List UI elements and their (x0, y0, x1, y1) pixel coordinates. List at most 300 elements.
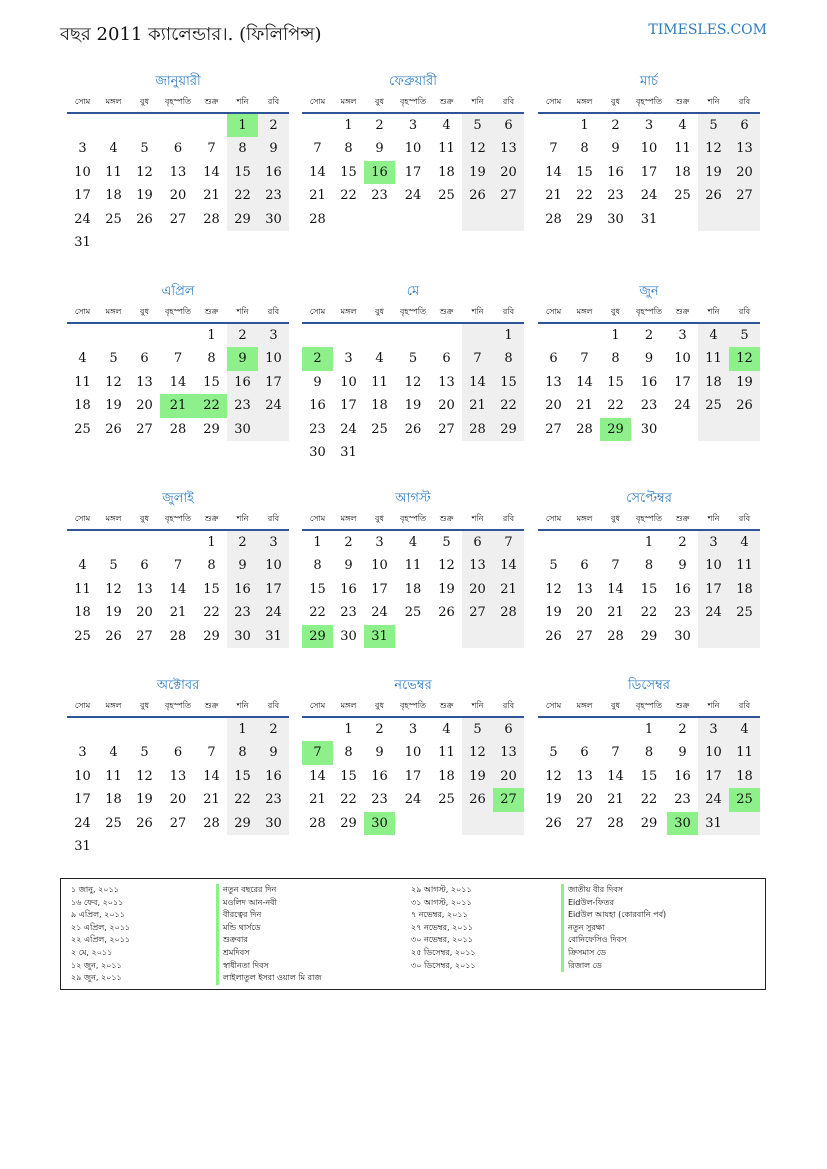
day-cell: 22 (227, 788, 258, 811)
weekday-label: শনি (707, 307, 720, 316)
day-cell-empty (462, 812, 493, 835)
day-cell-empty (129, 324, 160, 347)
day-cell: 3 (78, 141, 87, 157)
day-cell: 24 (404, 792, 422, 808)
day-cell: 11 (371, 374, 388, 390)
day-cell: 24 (698, 601, 729, 624)
day-cell-empty (227, 231, 258, 254)
day-cell: 31 (698, 812, 729, 835)
day-cell: 16 (258, 161, 289, 184)
day-cell: 14 (576, 374, 593, 390)
day-cell-empty (600, 531, 631, 554)
day-cell-empty (729, 812, 760, 835)
weekday-header (67, 509, 289, 531)
day-cell-empty (395, 208, 431, 231)
weekday-label: বৃহস্পতি (399, 97, 427, 106)
day-cell-empty (302, 114, 333, 137)
legend-row: নতুন বছরের দিন (216, 884, 322, 897)
weekday-label: মঙ্গল (576, 514, 593, 523)
day-grid (538, 718, 760, 835)
weekday-label: রবি (267, 307, 280, 316)
weekday-label: বৃহস্পতি (635, 701, 663, 710)
day-cell-holiday: 2 (302, 347, 333, 370)
legend-row: মওলিদ আন-নবী (216, 897, 322, 910)
day-cell: 28 (203, 815, 220, 831)
weekday-label: শুক্র (675, 701, 690, 710)
day-cell: 14 (169, 374, 187, 390)
day-cell: 4 (78, 351, 87, 367)
day-cell-empty (395, 324, 431, 347)
legend-row: লাইলাতুল ইসরা ওয়াল মি রাজ (216, 972, 322, 985)
day-cell: 18 (729, 765, 760, 788)
day-cell: 23 (371, 188, 388, 204)
day-cell: 8 (344, 745, 353, 761)
weekday-label: বুধ (140, 701, 149, 710)
day-cell: 22 (227, 184, 258, 207)
day-cell: 7 (173, 351, 183, 367)
day-cell: 27 (576, 628, 593, 644)
weekday-label: শুক্র (204, 701, 219, 710)
day-cell: 22 (340, 188, 357, 204)
day-cell: 20 (136, 605, 153, 621)
month-name: জুলাই (162, 491, 194, 506)
weekday-label: রবি (267, 514, 280, 523)
day-cell: 27 (493, 184, 524, 207)
day-cell: 23 (258, 184, 289, 207)
day-cell: 6 (549, 351, 558, 367)
weekday-label: বৃহস্পতি (164, 97, 192, 106)
day-cell: 15 (640, 768, 658, 784)
day-cell: 4 (408, 535, 418, 550)
legend-row: নতুন সুরক্ষা (561, 922, 666, 935)
day-cell: 6 (442, 351, 451, 367)
day-cell: 25 (729, 601, 760, 624)
day-cell: 15 (203, 374, 220, 390)
day-cell: 10 (674, 351, 691, 367)
day-cell: 12 (462, 741, 493, 764)
day-cell: 14 (607, 581, 624, 597)
weekday-label: রবি (502, 97, 515, 106)
weekday-label: মঙ্গল (105, 307, 122, 316)
day-cell: 8 (611, 351, 620, 367)
weekday-label: শুক্র (439, 307, 454, 316)
legend-row: ২ মে, ২০১১ (71, 947, 113, 957)
day-cell: 26 (462, 788, 493, 811)
day-cell-empty (196, 718, 227, 741)
day-cell: 6 (140, 558, 149, 574)
day-cell-empty (493, 208, 524, 231)
day-cell: 3 (375, 535, 384, 550)
weekday-label: শুক্র (204, 514, 219, 523)
weekday-header (67, 696, 289, 718)
day-cell: 11 (105, 768, 122, 784)
day-cell: 2 (611, 118, 620, 133)
day-cell: 24 (340, 421, 357, 437)
day-cell-empty (431, 441, 462, 464)
weekday-label: সোম (74, 701, 91, 710)
day-cell: 6 (173, 745, 183, 761)
weekday-header (538, 509, 760, 531)
day-cell: 15 (309, 581, 326, 597)
legend-row: ২২ এপ্রিল, ২০১১ (71, 935, 131, 945)
site-link[interactable]: TIMESLES.COM (648, 22, 767, 38)
day-cell: 24 (74, 815, 91, 831)
day-cell: 11 (729, 554, 760, 577)
day-cell-empty (160, 114, 196, 137)
day-cell: 26 (105, 628, 122, 644)
day-cell: 8 (644, 558, 654, 574)
day-cell: 13 (493, 137, 524, 160)
day-cell-empty (364, 208, 395, 231)
day-cell: 2 (227, 531, 258, 554)
day-cell: 16 (674, 581, 691, 597)
day-cell: 14 (203, 164, 220, 180)
day-cell: 3 (678, 328, 687, 343)
day-cell: 17 (258, 578, 289, 601)
day-cell: 16 (340, 581, 357, 597)
legend-row: ২৯ জুন, ২০১১ (71, 973, 122, 983)
day-cell-empty (462, 441, 493, 464)
day-cell: 16 (227, 371, 258, 394)
day-cell: 5 (408, 351, 418, 367)
day-cell: 14 (169, 581, 187, 597)
page-title: বছর 2011 ক্যালেন্ডার।. (ফিলিপিন্স) (60, 24, 322, 45)
day-cell: 21 (203, 188, 220, 204)
day-cell: 7 (493, 531, 524, 554)
month-name: ডিসেম্বর (628, 678, 670, 693)
day-cell-empty (129, 231, 160, 254)
day-grid (67, 114, 289, 254)
day-cell: 8 (580, 141, 589, 157)
day-cell: 27 (169, 815, 187, 831)
day-cell: 29 (203, 421, 220, 437)
day-cell: 10 (258, 347, 289, 370)
day-cell: 23 (371, 792, 388, 808)
day-cell: 26 (545, 628, 562, 644)
day-cell-empty (160, 531, 196, 554)
weekday-label: বৃহস্পতি (399, 701, 427, 710)
day-cell: 19 (404, 398, 422, 414)
weekday-label: বুধ (375, 307, 384, 316)
day-cell: 13 (462, 554, 493, 577)
day-cell: 1 (344, 722, 353, 737)
day-cell-empty (493, 441, 524, 464)
day-cell: 4 (109, 745, 118, 761)
day-cell: 8 (227, 741, 258, 764)
day-cell: 14 (462, 371, 493, 394)
day-cell: 12 (404, 374, 422, 390)
day-cell: 25 (698, 394, 729, 417)
day-cell: 2 (344, 535, 353, 550)
day-cell: 23 (607, 188, 624, 204)
day-cell: 8 (207, 351, 216, 367)
month-block (67, 282, 289, 441)
legend-row: ১ জানু, ২০১১ (71, 885, 119, 894)
day-cell: 9 (344, 558, 353, 574)
day-cell: 6 (729, 114, 760, 137)
day-cell-empty (667, 208, 698, 231)
day-cell: 28 (203, 211, 220, 227)
day-cell: 12 (105, 374, 122, 390)
day-cell: 26 (136, 815, 153, 831)
day-cell: 3 (698, 531, 729, 554)
weekday-header (538, 696, 760, 718)
day-cell: 7 (611, 745, 620, 761)
weekday-header (538, 92, 760, 114)
day-cell: 3 (78, 745, 87, 761)
weekday-label: রবি (502, 307, 515, 316)
day-cell-empty (698, 625, 729, 648)
weekday-label: শনি (236, 701, 249, 710)
day-cell: 9 (678, 745, 687, 761)
day-cell: 5 (698, 114, 729, 137)
day-cell: 21 (169, 605, 187, 621)
day-cell: 18 (371, 398, 388, 414)
day-cell: 16 (309, 398, 326, 414)
weekday-header (302, 509, 524, 531)
legend-row: Eidউল আযহা (কোরবানি পর্ব) (561, 909, 666, 922)
day-cell: 10 (404, 141, 422, 157)
day-cell: 18 (438, 768, 455, 784)
day-cell: 11 (105, 164, 122, 180)
day-cell: 21 (607, 605, 624, 621)
day-cell-empty (569, 718, 600, 741)
day-cell: 16 (607, 164, 624, 180)
day-cell-empty (431, 324, 462, 347)
weekday-label: সোম (545, 97, 562, 106)
day-cell: 26 (729, 394, 760, 417)
day-cell: 27 (576, 815, 593, 831)
day-cell: 1 (207, 328, 216, 343)
weekday-label: বুধ (375, 514, 384, 523)
weekday-label: মঙ্গল (576, 97, 593, 106)
day-cell: 4 (442, 722, 451, 737)
month-block (67, 72, 289, 254)
weekday-label: বুধ (611, 514, 620, 523)
day-cell: 17 (674, 374, 691, 390)
day-cell: 29 (640, 628, 658, 644)
day-cell: 6 (580, 558, 589, 574)
day-cell-empty (395, 625, 431, 648)
day-grid (538, 531, 760, 648)
day-cell-holiday: 22 (196, 394, 227, 417)
day-cell: 28 (493, 601, 524, 624)
day-cell: 23 (340, 605, 357, 621)
day-cell: 30 (227, 418, 258, 441)
weekday-label: শনি (707, 701, 720, 710)
day-cell: 30 (309, 444, 326, 460)
day-cell: 3 (344, 351, 353, 367)
day-cell: 20 (545, 398, 562, 414)
day-cell-empty (302, 324, 333, 347)
day-cell: 12 (698, 137, 729, 160)
weekday-header (302, 696, 524, 718)
day-cell: 14 (545, 164, 562, 180)
day-cell: 3 (258, 324, 289, 347)
day-cell: 22 (640, 792, 658, 808)
day-cell: 14 (309, 164, 326, 180)
day-cell: 25 (438, 792, 455, 808)
day-cell: 3 (258, 531, 289, 554)
day-cell: 21 (493, 578, 524, 601)
day-cell: 9 (313, 374, 322, 390)
day-cell: 2 (375, 118, 384, 133)
day-cell: 30 (227, 625, 258, 648)
day-cell: 30 (258, 208, 289, 231)
weekday-header (302, 302, 524, 324)
day-cell-empty (395, 441, 431, 464)
day-cell-holiday: 30 (364, 812, 395, 835)
weekday-label: বুধ (140, 307, 149, 316)
day-cell: 8 (207, 558, 216, 574)
day-cell: 13 (438, 374, 455, 390)
day-cell: 28 (169, 421, 187, 437)
day-cell-empty (729, 418, 760, 441)
day-cell: 13 (169, 768, 187, 784)
legend-row: শুক্রবার (216, 934, 322, 947)
weekday-header (67, 92, 289, 114)
day-cell: 2 (258, 114, 289, 137)
day-cell-holiday: 12 (729, 347, 760, 370)
day-cell: 25 (74, 628, 91, 644)
day-cell: 19 (545, 792, 562, 808)
month-name: জানুয়ারী (155, 74, 201, 89)
day-cell: 15 (640, 581, 658, 597)
day-cell: 5 (109, 558, 118, 574)
day-cell: 10 (258, 554, 289, 577)
day-cell: 26 (462, 184, 493, 207)
weekday-label: শনি (471, 307, 484, 316)
weekday-label: সোম (545, 514, 562, 523)
weekday-label: শনি (707, 514, 720, 523)
day-cell: 19 (136, 792, 153, 808)
weekday-label: সোম (74, 97, 91, 106)
day-cell: 15 (340, 768, 357, 784)
day-cell: 21 (309, 792, 326, 808)
day-cell-empty (698, 208, 729, 231)
day-cell: 17 (340, 398, 357, 414)
day-cell: 15 (227, 161, 258, 184)
day-cell: 12 (545, 768, 562, 784)
day-cell-empty (196, 114, 227, 137)
day-cell: 7 (611, 558, 620, 574)
weekday-label: মঙ্গল (105, 97, 122, 106)
weekday-label: শনি (471, 514, 484, 523)
day-cell: 5 (109, 351, 118, 367)
day-cell: 26 (404, 421, 422, 437)
day-cell: 28 (545, 211, 562, 227)
day-cell: 23 (309, 421, 326, 437)
day-cell-empty (98, 114, 129, 137)
day-cell: 2 (678, 722, 687, 737)
day-cell: 21 (576, 398, 593, 414)
weekday-label: মঙ্গল (576, 307, 593, 316)
day-cell: 15 (607, 374, 624, 390)
legend-row: ৩০ নভেম্বর, ২০১১ (411, 935, 473, 945)
day-cell: 24 (698, 788, 729, 811)
day-cell: 2 (678, 535, 687, 550)
day-cell: 1 (344, 118, 353, 133)
day-cell: 19 (698, 161, 729, 184)
day-cell: 4 (698, 324, 729, 347)
weekday-label: বৃহস্পতি (164, 701, 192, 710)
day-cell: 29 (640, 815, 658, 831)
day-cell-empty (538, 324, 569, 347)
weekday-label: বুধ (140, 514, 149, 523)
month-block (302, 282, 524, 464)
month-block (538, 489, 760, 648)
day-cell-holiday: 9 (227, 347, 258, 370)
month-name: ফেব্রুয়ারী (389, 74, 437, 89)
day-cell: 19 (462, 161, 493, 184)
legend-row: জাতীয় বীর দিবস (561, 884, 666, 897)
day-cell: 23 (258, 788, 289, 811)
day-cell: 1 (493, 324, 524, 347)
day-cell: 21 (545, 188, 562, 204)
day-cell: 20 (729, 161, 760, 184)
month-name: মে (406, 284, 420, 299)
month-name: আগস্ট (395, 491, 431, 506)
day-grid (302, 718, 524, 835)
day-cell: 31 (258, 625, 289, 648)
day-cell-holiday: 31 (364, 625, 395, 648)
day-cell: 10 (371, 558, 388, 574)
day-cell: 9 (611, 141, 620, 157)
legend-row: ৩১ আগস্ট, ২০১১ (411, 897, 472, 907)
day-cell: 15 (227, 765, 258, 788)
day-cell: 17 (698, 765, 729, 788)
day-cell: 23 (674, 605, 691, 621)
day-cell: 28 (462, 418, 493, 441)
weekday-label: মঙ্গল (340, 514, 357, 523)
day-cell: 13 (576, 768, 593, 784)
day-cell: 3 (408, 722, 418, 737)
day-cell: 25 (371, 421, 388, 437)
day-cell: 11 (438, 141, 455, 157)
legend-row: Eidউল-ফিতর (561, 897, 666, 910)
day-cell: 23 (227, 394, 258, 417)
day-cell: 23 (674, 792, 691, 808)
day-cell: 31 (74, 234, 91, 250)
day-grid (538, 114, 760, 231)
weekday-label: শনি (471, 701, 484, 710)
day-cell: 19 (545, 605, 562, 621)
day-cell: 24 (371, 605, 388, 621)
day-cell-empty (493, 625, 524, 648)
day-cell: 26 (136, 211, 153, 227)
day-cell: 15 (493, 371, 524, 394)
day-cell-empty (729, 208, 760, 231)
day-cell-empty (395, 812, 431, 835)
day-cell: 17 (74, 792, 91, 808)
day-cell: 16 (371, 768, 388, 784)
day-grid (67, 531, 289, 648)
day-cell: 24 (404, 188, 422, 204)
day-cell: 8 (313, 558, 322, 574)
weekday-label: শনি (471, 97, 484, 106)
month-block (67, 676, 289, 858)
day-cell: 15 (203, 581, 220, 597)
day-cell: 30 (607, 211, 624, 227)
day-cell: 23 (640, 398, 658, 414)
legend-row: বোনিফেসিও দিবস (561, 934, 666, 947)
day-grid (302, 324, 524, 464)
month-name: মার্চ (639, 74, 658, 89)
day-cell: 10 (698, 554, 729, 577)
weekday-label: শুক্র (204, 97, 219, 106)
legend-names-right (561, 884, 666, 972)
weekday-label: শুক্র (675, 514, 690, 523)
